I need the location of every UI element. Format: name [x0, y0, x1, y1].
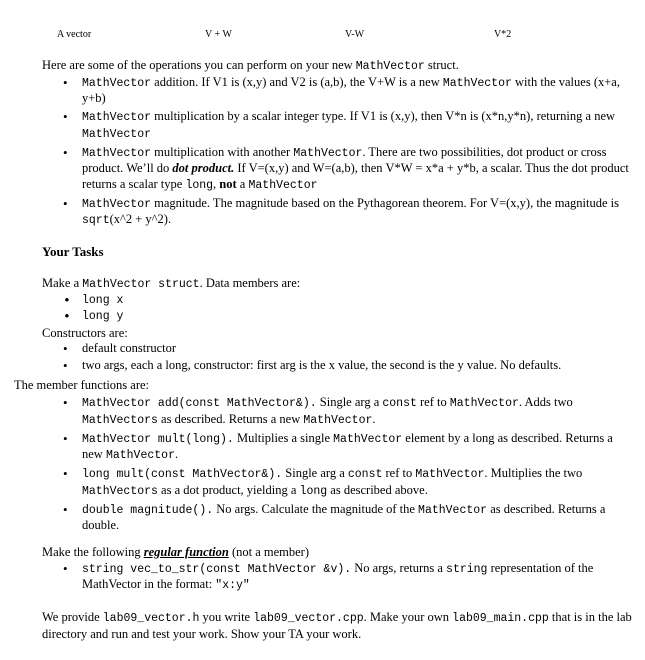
regular-function-list: [42, 561, 632, 594]
provide-paragraph: We provide lab09_vector.h you write lab09_vector.cpp. Make your own lab09_main.cpp that is in the lab directory and run and test your work. Show your TA your work.: [42, 610, 632, 641]
list-item: • long mult(const MathVector&). Single arg a const ref to MathVector. Multiplies the two MathVectors as a dot product, yielding a long as described above.: [82, 466, 632, 499]
intro-paragraph: Here are some of the operations you can perform on your new MathVector struct.: [42, 58, 459, 73]
list-item: • MathVector multiplication with another MathVector. There are two possibilities, dot product or cross product. We’ll do dot product. If V=(x,y) and W=(a,b), then V*W = x*a + y*b, a scalar. Thus the dot product returns a scalar type long, not a MathVector: [82, 145, 632, 194]
list-item: • double magnitude(). No args. Calculate the magnitude of the MathVector as described. Returns a double.: [82, 502, 632, 534]
list-item: • string vec_to_str(const MathVector &v). No args, returns a string representation of the MathVector in the format: "x:y": [82, 561, 632, 594]
vector-figure-captions: [0, 29, 645, 43]
list-item: • two args, each a long, constructor: first arg is the x value, the second is the y value. No defaults.: [82, 358, 632, 374]
caption-v-times-2: V*2: [494, 29, 512, 40]
regular-function-section: [42, 545, 632, 596]
member-functions-list: [42, 395, 632, 534]
caption-v-minus-w: V-W: [345, 29, 365, 40]
tasks-heading: Your Tasks: [42, 244, 104, 259]
caption-v-plus-w: V + W: [205, 29, 232, 40]
list-item: • MathVector mult(long). Multiplies a single MathVector element by a long as described. Returns a new MathVector.: [82, 431, 632, 464]
operations-list: [42, 75, 632, 229]
constructors-label: Constructors are:: [42, 325, 128, 340]
data-members-list: [42, 293, 632, 325]
list-item: • long x: [82, 293, 632, 309]
list-item: • MathVector magnitude. The magnitude based on the Pythagorean theorem. For V=(x,y), the magnitude is sqrt(x^2 + y^2).: [82, 196, 632, 229]
member-functions-label: The member functions are:: [14, 378, 150, 392]
list-item: • long y: [82, 309, 632, 325]
tasks-section: [42, 276, 632, 374]
operations-section: [42, 58, 632, 231]
make-struct-paragraph: Make a MathVector struct. Data members are:: [42, 276, 301, 291]
constructors-list: [42, 341, 632, 373]
list-item: • MathVector add(const MathVector&). Single arg a const ref to MathVector. Adds two MathVectors as described. Returns a new MathVector.: [82, 395, 632, 428]
member-functions-section: [42, 395, 632, 536]
list-item: • MathVector addition. If V1 is (x,y) and V2 is (a,b), the V+W is a new MathVector with the values (x+a, y+b): [82, 75, 632, 107]
list-item: • MathVector multiplication by a scalar integer type. If V1 is (x,y), then V*n is (x*n,y*n), returning a new MathVector: [82, 109, 632, 142]
regular-function-paragraph: Make the following regular function (not a member): [42, 545, 309, 559]
caption-a-vector: A vector: [57, 29, 92, 40]
list-item: • default constructor: [82, 341, 632, 357]
